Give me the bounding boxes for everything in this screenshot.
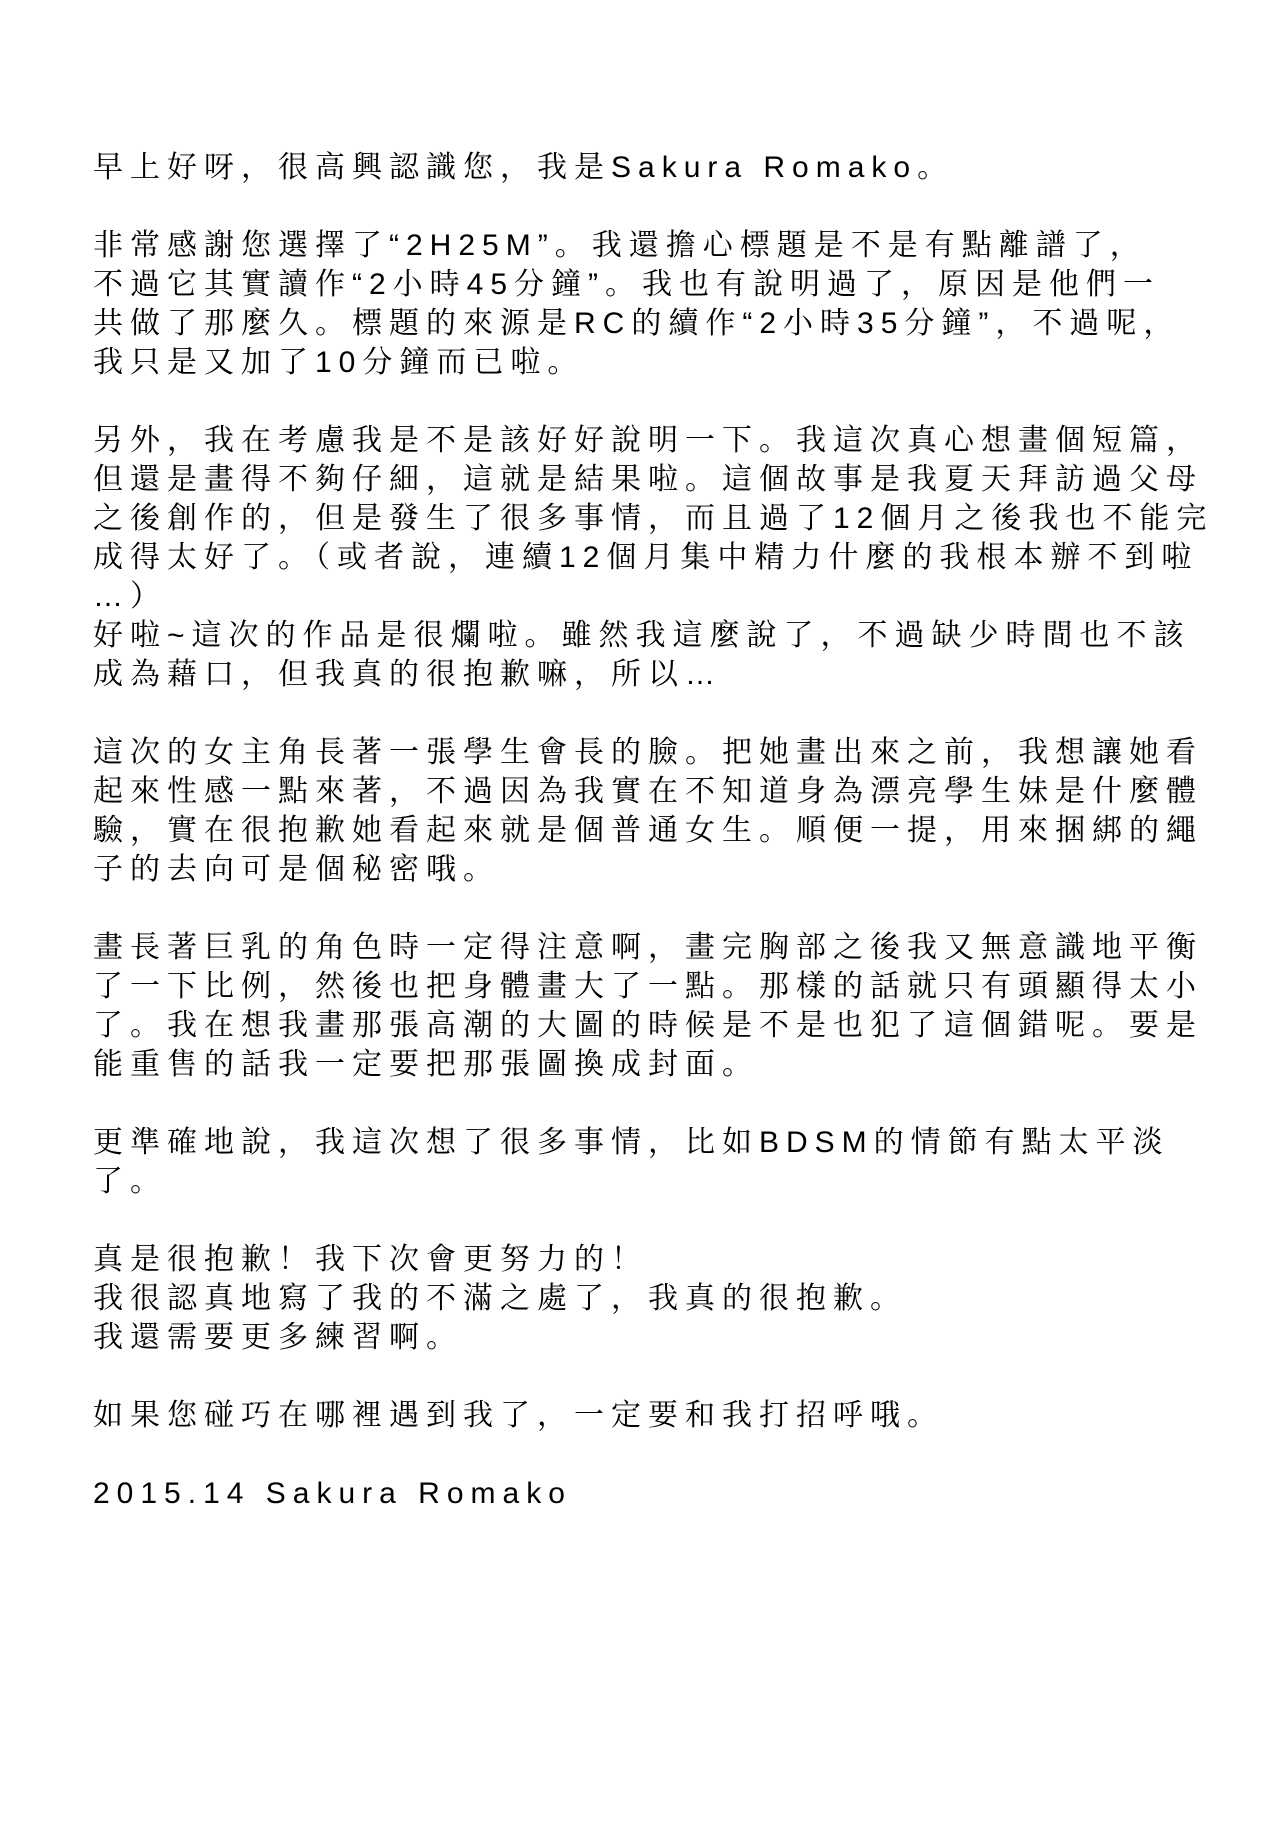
signature-line: 2015.14 Sakura Romako <box>93 1477 572 1510</box>
text-line: 但還是畫得不夠仔細，這就是結果啦。這個故事是我夏天拜訪過父母 <box>93 463 1203 496</box>
text-line: 了。 <box>93 1165 167 1198</box>
text-line: 共做了那麼久。標題的來源是RC的續作“2小時35分鐘”，不過呢， <box>93 307 1181 340</box>
text-line: 能重售的話我一定要把那張圖換成封面。 <box>93 1048 759 1081</box>
text-line: 不過它其實讀作“2小時45分鐘”。我也有說明過了，原因是他們一 <box>93 268 1161 301</box>
creation-story-paragraph <box>93 421 1230 694</box>
plot-reflection-paragraph <box>93 1123 1230 1201</box>
text-line: 這次的女主角長著一張學生會長的臉。把她畫出來之前，我想讓她看 <box>93 736 1203 769</box>
heroine-paragraph <box>93 733 1230 889</box>
greeting-paragraph <box>93 148 1230 187</box>
text-line: 成為藉口，但我真的很抱歉嘛，所以… <box>93 658 722 691</box>
text-line: 了。我在想我畫那張高潮的大圖的時候是不是也犯了這個錯呢。要是 <box>93 1009 1203 1042</box>
farewell-paragraph <box>93 1396 1230 1435</box>
text-line: 早上好呀，很高興認識您，我是Sakura Romako。 <box>93 151 955 184</box>
text-line: 真是很抱歉！我下次會更努力的！ <box>93 1243 648 1276</box>
text-line: 子的去向可是個秘密哦。 <box>93 853 500 886</box>
text-line: 起來性感一點來著，不過因為我實在不知道身為漂亮學生妹是什麼體 <box>93 775 1203 808</box>
text-line: …） <box>93 580 167 613</box>
text-line: 驗，實在很抱歉她看起來就是個普通女生。順便一提，用來捆綁的繩 <box>93 814 1203 847</box>
text-line: 好啦~這次的作品是很爛啦。雖然我這麼說了，不過缺少時間也不該 <box>93 619 1191 652</box>
text-line: 我只是又加了10分鐘而已啦。 <box>93 346 585 379</box>
apology-paragraph <box>93 1240 1230 1357</box>
drawing-proportions-paragraph <box>93 928 1230 1084</box>
text-line: 如果您碰巧在哪裡遇到我了，一定要和我打招呼哦。 <box>93 1399 944 1432</box>
text-line: 畫長著巨乳的角色時一定得注意啊，畫完胸部之後我又無意識地平衡 <box>93 931 1203 964</box>
text-line: 了一下比例，然後也把身體畫大了一點。那樣的話就只有頭顯得太小 <box>93 970 1203 1003</box>
signature <box>93 1474 1230 1513</box>
text-line: 之後創作的，但是發生了很多事情，而且過了12個月之後我也不能完 <box>93 502 1214 535</box>
text-line: 我還需要更多練習啊。 <box>93 1321 463 1354</box>
text-line: 非常感謝您選擇了“2H25M”。我還擔心標題是不是有點離譜了， <box>93 229 1147 262</box>
text-line: 另外，我在考慮我是不是該好好說明一下。我這次真心想畫個短篇， <box>93 424 1203 457</box>
text-line: 更準確地說，我這次想了很多事情，比如BDSM的情節有點太平淡 <box>93 1126 1170 1159</box>
title-explanation-paragraph <box>93 226 1230 382</box>
text-line: 成得太好了。（或者說，連續12個月集中精力什麼的我根本辦不到啦 <box>93 541 1199 574</box>
text-line: 我很認真地寫了我的不滿之處了，我真的很抱歉。 <box>93 1282 907 1315</box>
